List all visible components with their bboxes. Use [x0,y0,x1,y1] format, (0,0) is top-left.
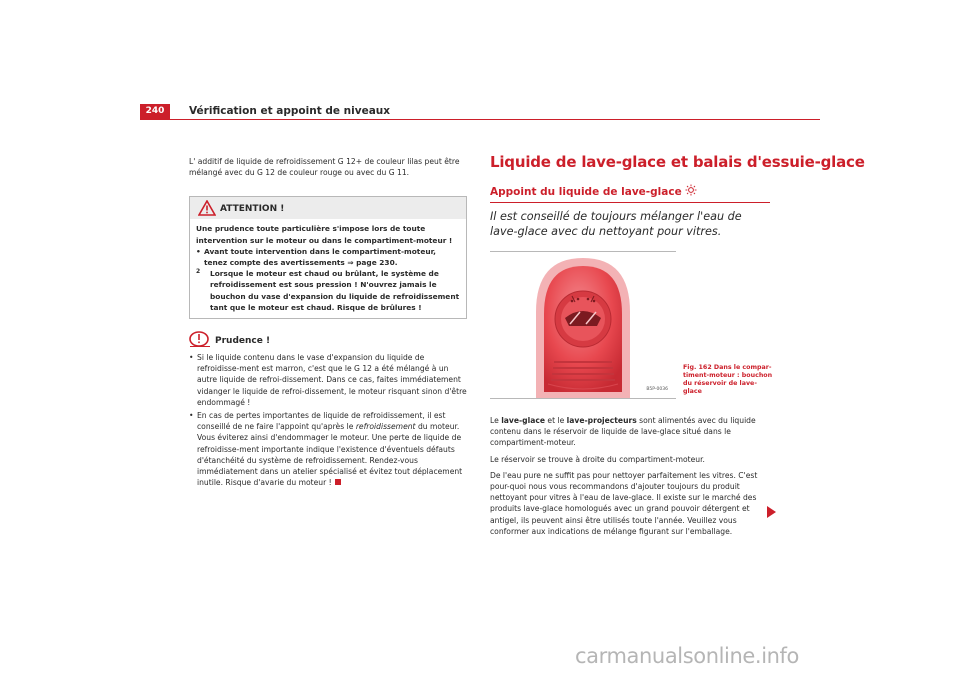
left-column [189,156,467,488]
subsection-title [490,184,770,203]
right-column [490,152,865,542]
body-paragraph: De l'eau pure ne suffit pas pour nettoyer parfaitement les vitres. C'est pour-quoi nous vous recommandons d'ajouter toujours du produit nettoyant pour vitres à l'eau de lave-glace. Il existe sur le marché des produits lave-glace homologués avec un grand pouvoir détergent et antigel, ils peuvent ainsi être utilisés toute l'année. Veuillez vous conformer aux indications de mélange figurant sur l'emballage. [490,470,758,536]
chapter-title: Vérification et appoint de niveaux [189,105,391,117]
sun-icon [685,186,697,198]
subsection-divider [490,202,770,203]
figure-caption: Fig. 162 Dans le compar-timent-moteur : bouchon du réservoir de lave-glace [683,364,773,395]
caution-emphasis: refroidissement [355,422,416,432]
figure-washer-cap [490,251,676,399]
warning-triangle-icon [198,200,216,219]
caution-exclamation-icon [189,331,211,350]
warning-title: ATTENTION ! [220,204,285,215]
caution-body [189,352,467,488]
warning-line: Une prudence toute particulière s'impose lors de toute intervention sur le moteur ou dans le compartiment-moteur ! [196,224,453,245]
caution-bullet-text: Si le liquide contenu dans le vase d'expansion du liquide de refroidisse-ment est marron, c'est que le G 12 a été mélangé à un autre liquide de refroi-dissement. Dans ce cas, faites immédiatement vidanger le liquide de refroi-dissement, le moteur risquant sinon d'être endommagé ! [197,353,467,407]
caution-bullet [189,410,467,488]
caution-bullet-text-end: du moteur. Vous éviterez ainsi d'endommager le moteur. Une perte de liquide de refroidisse-ment importante indique l'existence d'éventuels défauts d'étanchéité du système de refroidissement. Rendez-vous immédiatement dans un atelier spécialisé et évitez tout déplacement inutile. Risque d'avarie du moteur ! [197,422,463,488]
warning-footnote-text: Lorsque le moteur est chaud ou brûlant, le système de refroidissement est sous pression ! N'ouvrez jamais le bouchon du vase d'expansion du liquide de refroidissement tant que le moteur est chaud. Risque de brûlures ! [210,269,460,312]
warning-bullet [196,246,460,268]
header-divider [140,119,820,120]
warning-bullet-text: Avant toute intervention dans le compartiment-moteur, tenez compte des avertissements [204,246,436,268]
page-reference-link[interactable]: ⇒ page 230. [347,258,398,268]
bullet-icon: • [189,411,194,421]
bullet-icon: • [189,353,194,363]
caution-bullet [189,352,467,408]
bullet-icon: • [196,246,201,256]
body-paragraph [490,415,772,449]
intro-paragraph [189,156,467,178]
page-number: 240 [140,104,170,119]
footnote-mark: 2 [196,268,201,276]
warning-body [190,219,466,318]
term-lave-projecteurs: lave-projecteurs [566,416,637,425]
caution-header [189,333,467,349]
body-text-span: Le [490,416,502,425]
end-of-section-icon [335,479,341,485]
watermark: carmanualsonline.info [575,644,799,668]
caution-title: Prudence ! [215,336,271,347]
body-text [490,415,772,537]
section-title: Liquide de lave-glace et balais d'essuie-glace [490,153,865,171]
caution-block [189,333,467,488]
intro-text: L' additif de liquide de refroidissement G 12+ de couleur lilas peut être mélangé avec du G 12 de couleur rouge ou avec du G 11. [189,157,460,178]
warning-footnote [196,268,460,313]
subsection-title-text: Appoint du liquide de lave-glace [490,186,682,198]
caution-bullet-text: En cas de pertes importantes de liquide de refroidissement, il est conseillé de ne faire l'appoint qu'après le [197,411,446,432]
body-text-span: et le [544,416,567,425]
body-text-span: sont alimentés avec du liquide contenu dans le réservoir de liquide de lave-glace situé dans le compartiment-moteur. [490,416,756,448]
next-page-arrow-icon[interactable] [767,506,776,518]
body-paragraph: Le réservoir se trouve à droite du compartiment-moteur. [490,454,705,464]
warning-header [190,197,466,219]
washer-cap-illustration [490,252,676,398]
warning-box [189,196,467,319]
term-lave-glace: lave-glace [501,416,545,425]
lead-text: Il est conseillé de toujours mélanger l'eau de lave-glace avec du nettoyant pour vitres. [490,210,742,238]
figure-code: B5P-0036 [646,387,668,392]
